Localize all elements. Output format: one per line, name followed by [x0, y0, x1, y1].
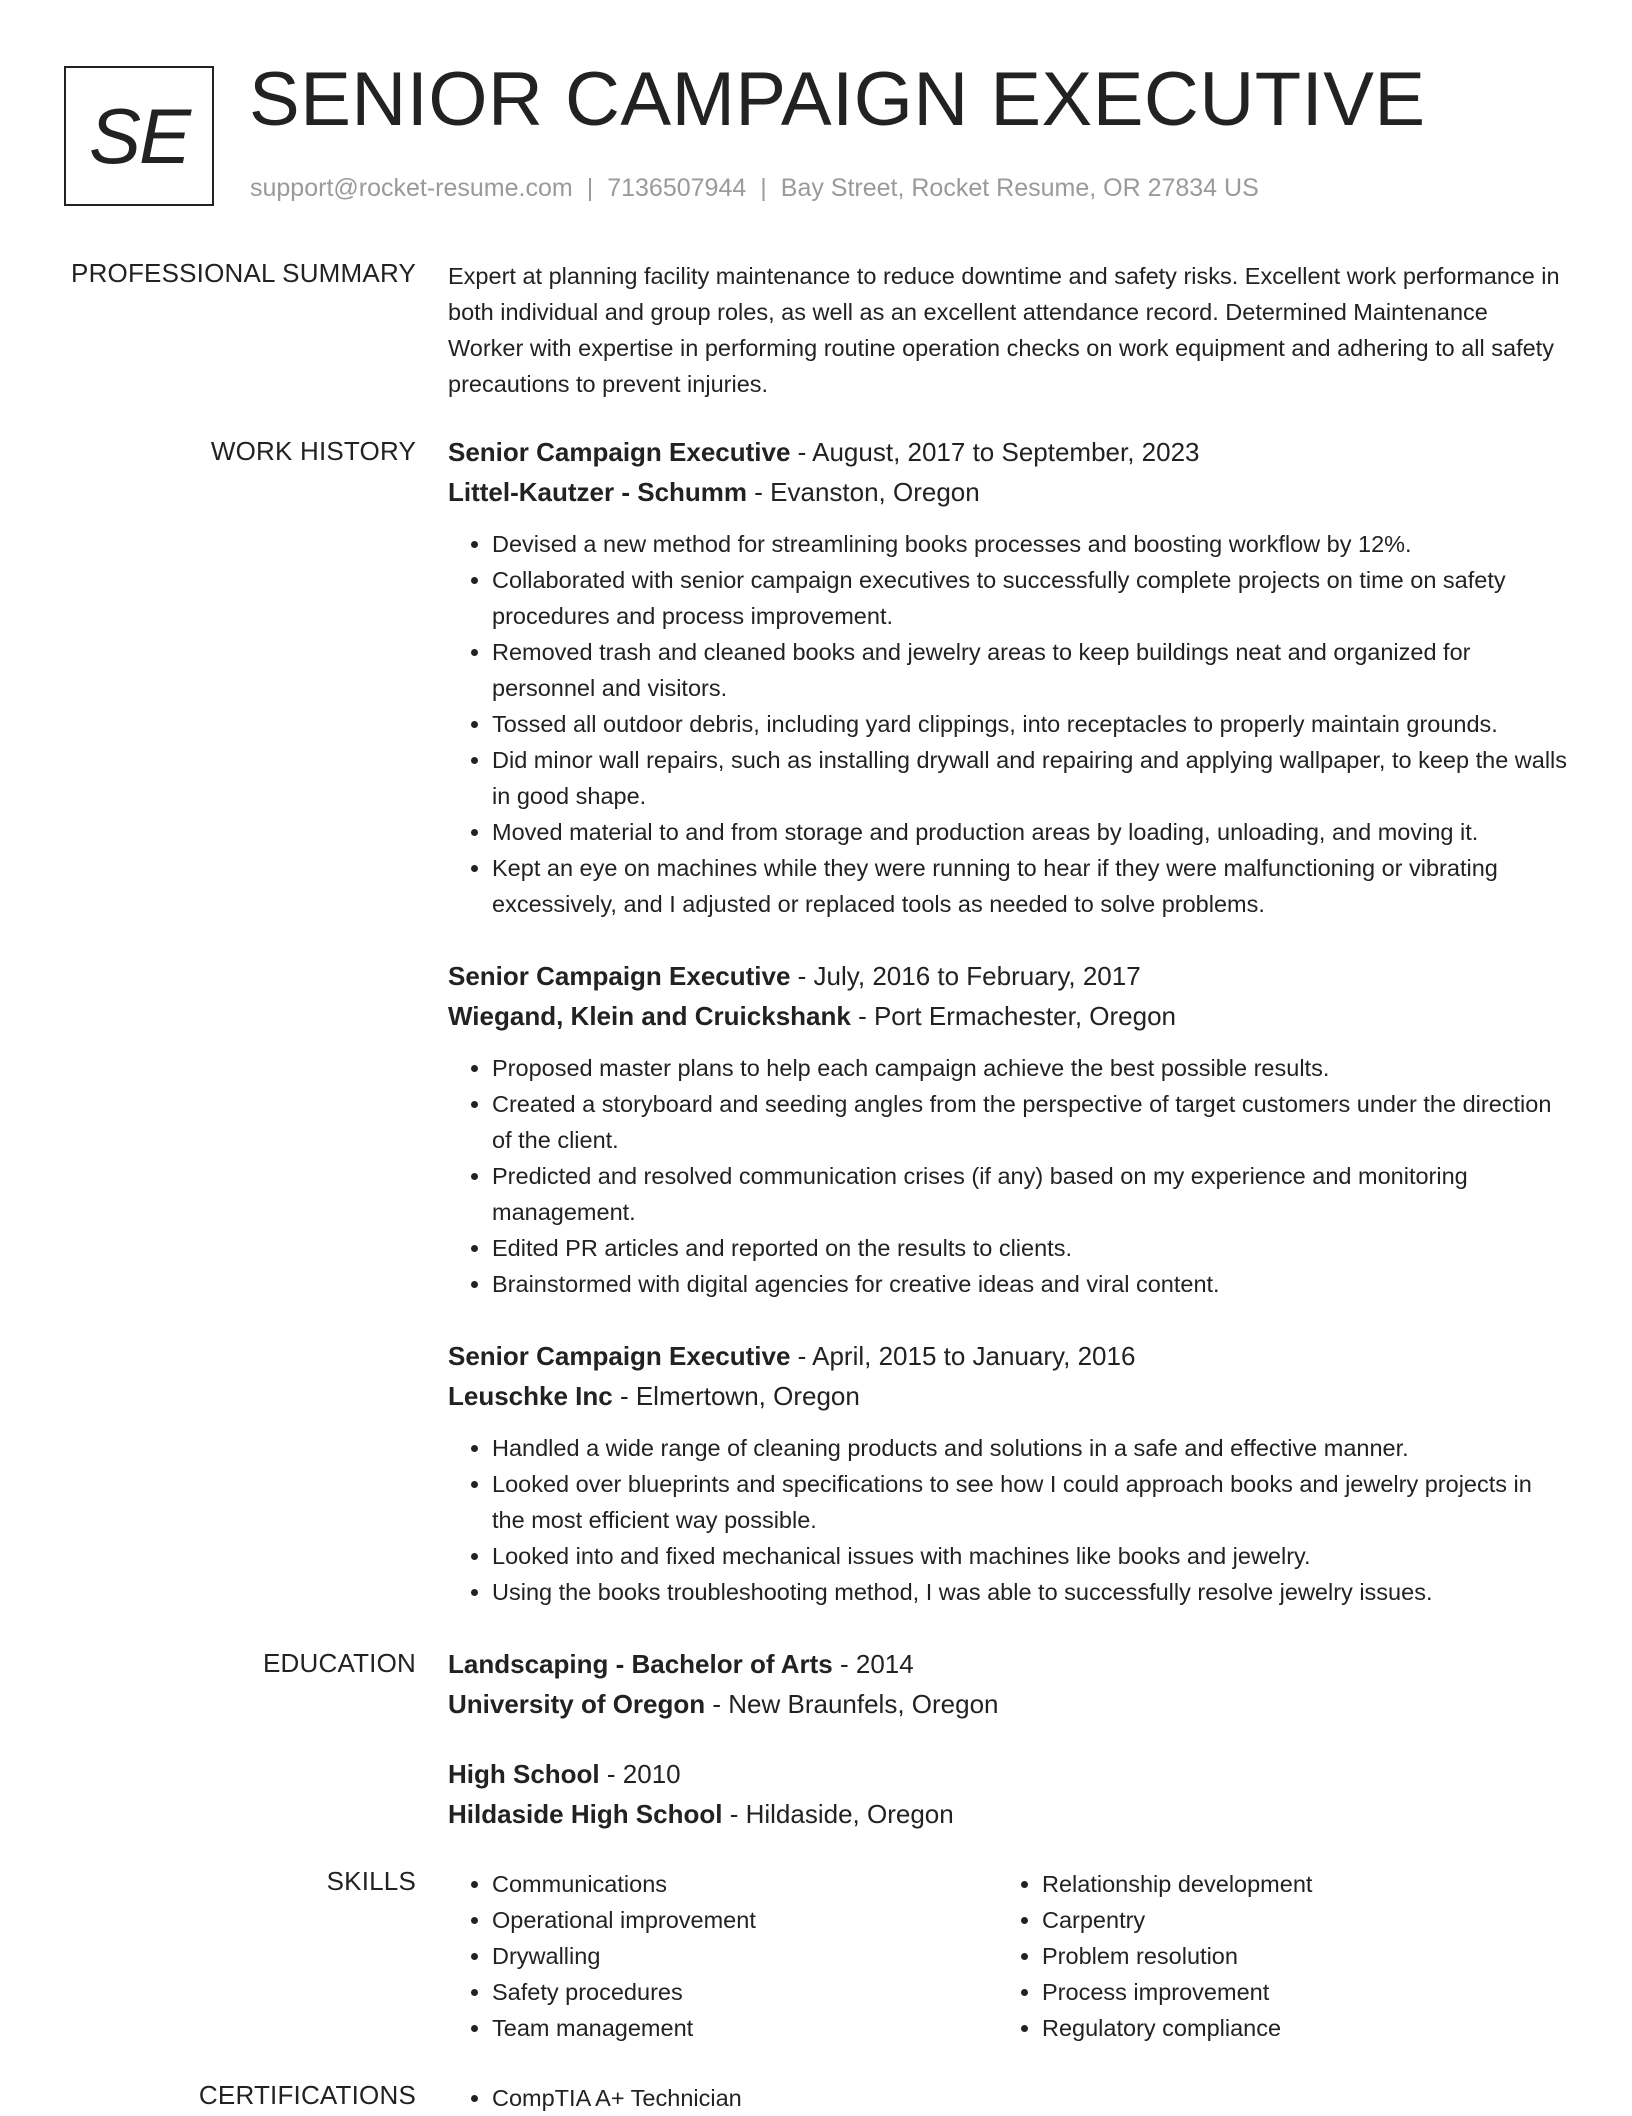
- job-bullet: • Removed trash and cleaned books and jewelry areas to keep buildings neat and organized for personnel and visitors.: [492, 634, 1568, 706]
- skill-item: • Communications: [492, 1866, 998, 1902]
- job-bullet: • Looked into and fixed mechanical issues with machines like books and jewelry.: [492, 1538, 1568, 1574]
- job-company: Littel-Kautzer - Schumm: [448, 477, 748, 507]
- contact-line: [250, 174, 1259, 203]
- job-title-line: [448, 956, 1568, 996]
- job-bullet: • Moved material to and from storage and production areas by loading, unloading, and moving it.: [492, 814, 1568, 850]
- skill-item: • Team management: [492, 2010, 998, 2046]
- job-bullet: • Collaborated with senior campaign executives to successfully complete projects on time on safety procedures and process improvement.: [492, 562, 1568, 634]
- degree-year: - 2010: [599, 1759, 681, 1789]
- job-bullet: • Handled a wide range of cleaning products and solutions in a safe and effective manner.: [492, 1430, 1568, 1466]
- work-history-heading: WORK HISTORY: [210, 436, 416, 466]
- degree-year: - 2014: [832, 1649, 914, 1679]
- job-bullet: • Looked over blueprints and specifications to see how I could approach books and jewelry projects in the most efficient way possible.: [492, 1466, 1568, 1538]
- skill-item: • Problem resolution: [1042, 1938, 1548, 1974]
- job-title-line: [448, 432, 1568, 472]
- job-bullets: [448, 1050, 1568, 1302]
- job-bullet: • Devised a new method for streamlining books processes and boosting workflow by 12%.: [492, 526, 1568, 562]
- job-location: - Port Ermachester, Oregon: [850, 1001, 1176, 1031]
- skill-item: • Safety procedures: [492, 1974, 998, 2010]
- certification-item: • CompTIA A+ Technician: [492, 2080, 1568, 2116]
- job-entry: [448, 956, 1568, 1302]
- job-company: Leuschke Inc: [448, 1381, 613, 1411]
- school-line: [448, 1794, 1568, 1834]
- job-company: Wiegand, Klein and Cruickshank: [448, 1001, 851, 1031]
- certifications-list: [448, 2080, 1568, 2116]
- education-body: [448, 1644, 1568, 1864]
- skill-item: • Relationship development: [1042, 1866, 1548, 1902]
- resume-title: SENIOR CAMPAIGN EXECUTIVE: [249, 57, 1426, 142]
- skill-item: • Operational improvement: [492, 1902, 998, 1938]
- school-line: [448, 1684, 1568, 1724]
- job-dates: - August, 2017 to September, 2023: [790, 437, 1200, 467]
- work-history-body: [448, 432, 1568, 1644]
- job-location: - Elmertown, Oregon: [612, 1381, 860, 1411]
- degree: High School: [448, 1759, 600, 1789]
- job-dates: - April, 2015 to January, 2016: [790, 1341, 1136, 1371]
- degree-line: [448, 1754, 1568, 1794]
- school-location: - New Braunfels, Oregon: [705, 1689, 999, 1719]
- job-entry: [448, 432, 1568, 922]
- contact-address: Bay Street, Rocket Resume, OR 27834 US: [780, 174, 1259, 202]
- job-bullet: • Created a storyboard and seeding angles from the perspective of target customers under the direction of the client.: [492, 1086, 1568, 1158]
- summary-text: Expert at planning facility maintenance to reduce downtime and safety risks. Excellent work performance in both individual and group roles, as well as an excellent attendance record. Determined Maintenance Worker with expertise in performing routine operation checks on work equipment and adhering to all safety precautions to prevent injuries.: [448, 263, 1560, 397]
- education-heading: EDUCATION: [263, 1648, 416, 1678]
- job-bullet: • Tossed all outdoor debris, including yard clippings, into receptacles to properly maintain grounds.: [492, 706, 1568, 742]
- summary-body: [448, 258, 1568, 402]
- skill-item: • Drywalling: [492, 1938, 998, 1974]
- job-location: - Evanston, Oregon: [747, 477, 980, 507]
- job-title: Senior Campaign Executive: [448, 961, 791, 991]
- job-company-line: [448, 996, 1568, 1036]
- skills-heading: SKILLS: [326, 1866, 416, 1896]
- summary-heading: PROFESSIONAL SUMMARY: [71, 258, 416, 288]
- job-bullet: • Edited PR articles and reported on the results to clients.: [492, 1230, 1568, 1266]
- contact-email: support@rocket-resume.com: [250, 174, 573, 202]
- skill-item: • Regulatory compliance: [1042, 2010, 1548, 2046]
- school: Hildaside High School: [448, 1799, 723, 1829]
- certifications-body: [448, 2080, 1568, 2116]
- degree: Landscaping - Bachelor of Arts: [448, 1649, 833, 1679]
- degree-line: [448, 1644, 1568, 1684]
- skills-column-left: [448, 1866, 998, 2046]
- job-bullets: [448, 526, 1568, 922]
- skill-item: • Carpentry: [1042, 1902, 1548, 1938]
- school: University of Oregon: [448, 1689, 706, 1719]
- monogram-box: SE: [64, 66, 214, 206]
- job-company-line: [448, 1376, 1568, 1416]
- education-entry: [448, 1644, 1568, 1724]
- job-title: Senior Campaign Executive: [448, 437, 791, 467]
- contact-separator: |: [586, 174, 594, 202]
- skill-item: • Process improvement: [1042, 1974, 1548, 2010]
- skills-grid: [448, 1866, 1568, 2046]
- job-bullet: • Predicted and resolved communication crises (if any) based on my experience and monitoring management.: [492, 1158, 1568, 1230]
- job-bullet: • Using the books troubleshooting method, I was able to successfully resolve jewelry issues.: [492, 1574, 1568, 1610]
- skills-body: [448, 1866, 1568, 2046]
- job-entry: [448, 1336, 1568, 1610]
- skills-column-right: [998, 1866, 1548, 2046]
- job-title-line: [448, 1336, 1568, 1376]
- job-title: Senior Campaign Executive: [448, 1341, 791, 1371]
- school-location: - Hildaside, Oregon: [722, 1799, 954, 1829]
- certifications-heading: CERTIFICATIONS: [198, 2080, 416, 2110]
- job-bullet: • Brainstormed with digital agencies for creative ideas and viral content.: [492, 1266, 1568, 1302]
- job-bullet: • Did minor wall repairs, such as installing drywall and repairing and applying wallpaper, to keep the walls in good shape.: [492, 742, 1568, 814]
- contact-phone: 7136507944: [607, 174, 747, 202]
- job-bullet: • Proposed master plans to help each campaign achieve the best possible results.: [492, 1050, 1568, 1086]
- job-company-line: [448, 472, 1568, 512]
- job-bullet: • Kept an eye on machines while they were running to hear if they were malfunctioning or vibrating excessively, and I adjusted or replaced tools as needed to solve problems.: [492, 850, 1568, 922]
- education-entry: [448, 1754, 1568, 1834]
- job-bullets: [448, 1430, 1568, 1610]
- job-dates: - July, 2016 to February, 2017: [790, 961, 1141, 991]
- contact-separator: |: [760, 174, 767, 202]
